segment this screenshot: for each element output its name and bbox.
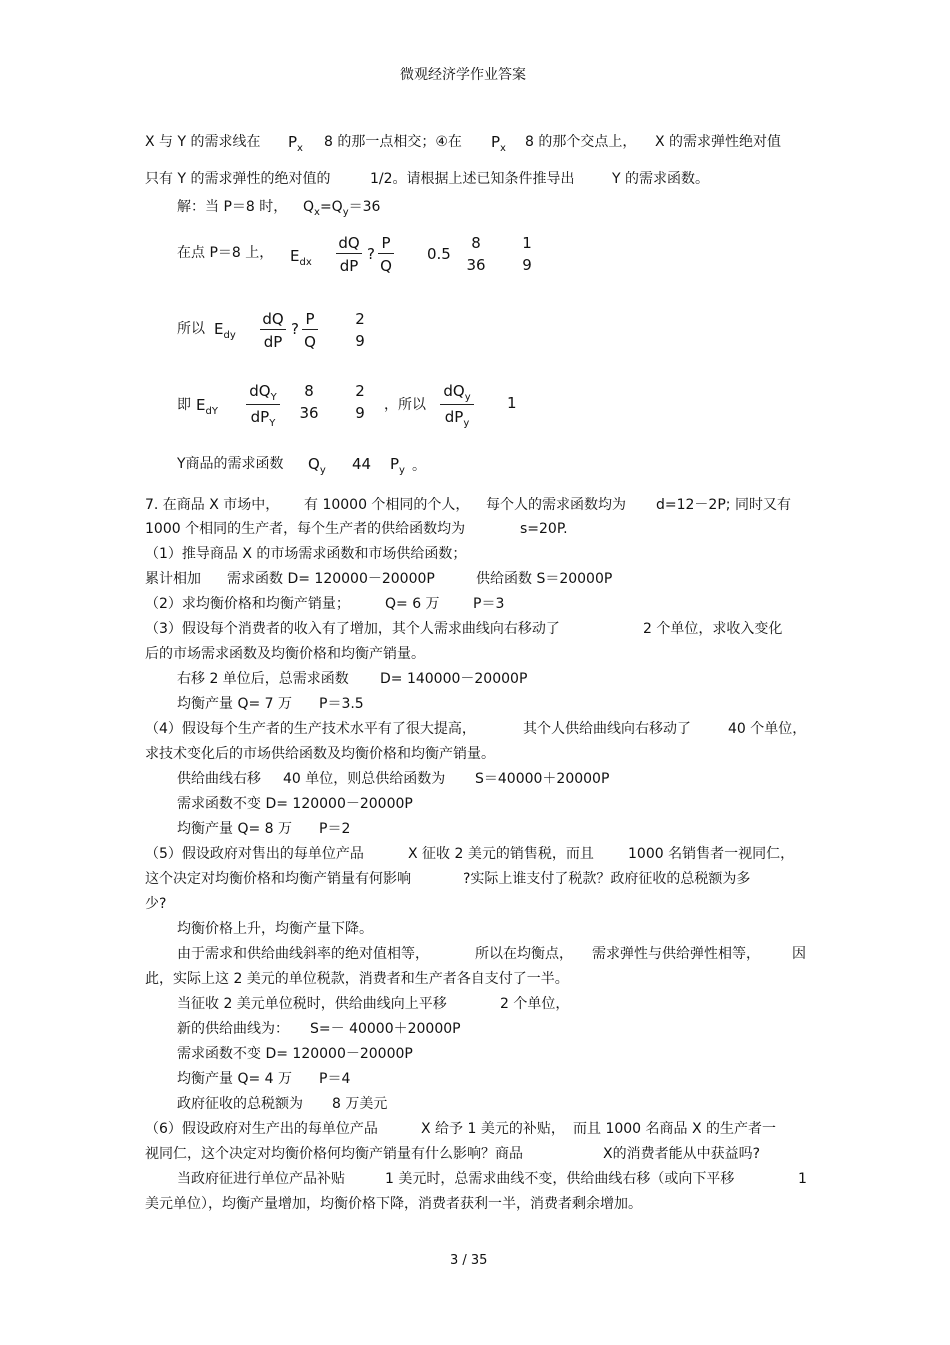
equation-prefix: 即: [177, 397, 191, 413]
text-line: 这个决定对均衡价格和均衡产销量有何影响: [145, 871, 411, 887]
text-line: 需求函数 D= 120000－20000P: [227, 571, 435, 587]
fraction: $dQ_Y$ $dP_Y$: [246, 381, 280, 430]
text-fragment: ，所以: [384, 397, 426, 413]
text-line: S=－ 40000＋20000P: [310, 1021, 461, 1037]
fraction: 2 9: [355, 310, 365, 350]
math-number: 1: [507, 394, 517, 412]
text-line: 视同仁，这个决定对均衡价格何均衡产销量有什么影响？商品: [145, 1146, 523, 1162]
text-line: 累计相加: [145, 571, 201, 587]
text-line: 40 单位，则总供给函数为: [283, 771, 446, 787]
text-line: 只有 Y 的需求弹性的绝对值的: [145, 171, 331, 187]
text-line: （5）假设政府对售出的每单位产品: [145, 846, 364, 862]
text-line: 求技术变化后的市场供给函数及均衡价格和均衡产销量。: [145, 746, 495, 762]
math-expression: $Q_x=Q_y=36$: [303, 199, 381, 218]
text-line: 解：当 P＝8 时，: [177, 199, 288, 215]
text-line: 1/2。请根据上述已知条件推导出: [370, 171, 575, 187]
text-line: 供给曲线右移: [177, 771, 261, 787]
math-symbol: $P_x$: [491, 133, 506, 154]
text-line: （1）推导商品 X 的市场需求函数和市场供给函数；: [145, 546, 467, 562]
fraction: 8 36: [466, 234, 486, 274]
text-line: 有 10000 个相同的个人，: [304, 497, 470, 513]
text-line: 供给函数 S＝20000P: [476, 571, 613, 587]
text-line: S＝40000＋20000P: [475, 771, 610, 787]
text-line: 均衡产量 Q= 7 万: [177, 696, 293, 712]
text-line: Y商品的需求函数: [177, 456, 284, 472]
page-number: 3 / 35: [450, 1253, 488, 1268]
text-line: 新的供给曲线为：: [177, 1021, 289, 1037]
text-line: 均衡价格上升，均衡产量下降。: [177, 921, 373, 937]
fraction: 2 9: [355, 382, 365, 422]
text-line: （6）假设政府对生产出的每单位产品: [145, 1121, 378, 1137]
text-line: Q= 6 万: [385, 596, 440, 612]
text-line: s=20P.: [520, 521, 568, 537]
text-line: 40 个单位，: [728, 721, 807, 737]
text-line: 每个人的需求函数均为: [486, 497, 626, 513]
math-symbol: $P_x$: [288, 133, 303, 154]
text-line: 8 的那一点相交；④在: [324, 134, 462, 150]
text-line: 2 个单位，求收入变化: [643, 621, 783, 637]
text-line: 因: [792, 946, 806, 962]
text-line: 政府征收的总税额为: [177, 1096, 303, 1112]
math-symbol: $E_{dY}$: [196, 396, 218, 417]
math-operator: ?: [291, 320, 299, 338]
text-line: 1 美元时，总需求曲线不变，供给曲线右移（或向下平移: [385, 1171, 735, 1187]
text-line: 少?: [145, 896, 167, 912]
text-line: D= 140000－20000P: [380, 671, 528, 687]
text-line: P＝3.5: [319, 696, 364, 712]
text-line: 1000 名销售者一视同仁，: [628, 846, 795, 862]
text-line: 而且 1000 名商品 X 的生产者一: [573, 1121, 777, 1137]
text-line: X的消费者能从中获益吗?: [603, 1146, 761, 1162]
text-line: 均衡产量 Q= 4 万: [177, 1071, 293, 1087]
math-symbol: $E_{dy}$: [214, 320, 236, 341]
page-header: 微观经济学作业答案: [400, 67, 526, 83]
text-line: P＝2: [319, 821, 351, 837]
text-line: 后的市场需求函数及均衡价格和均衡产销量。: [145, 646, 425, 662]
text-line: 所以在均衡点，: [475, 946, 573, 962]
equation-prefix: 在点 P＝8 上，: [177, 245, 274, 261]
text-line: X 与 Y 的需求线在: [145, 134, 261, 150]
text-line: 右移 2 单位后，总需求函数: [177, 671, 349, 687]
text-line: 1: [798, 1171, 807, 1187]
text-line: X 征收 2 美元的销售税，而且: [408, 846, 594, 862]
text-line: Y 的需求函数。: [612, 171, 710, 187]
text-line: 8 的那个交点上，: [525, 134, 637, 150]
text-line: X 的需求弹性绝对值: [655, 134, 782, 150]
text-line: 其个人供给曲线向右移动了: [523, 721, 691, 737]
fraction: $dQ_y$ $dP_y$: [440, 381, 474, 430]
text-line: 需求函数不变 D= 120000－20000P: [177, 1046, 413, 1062]
fraction: $\frac{dQ}{dP}$: [336, 233, 362, 276]
math-symbol: $P_y$: [390, 455, 405, 476]
text-line: 由于需求和供给曲线斜率的绝对值相等，: [177, 946, 429, 962]
text-line: 需求函数不变 D= 120000－20000P: [177, 796, 413, 812]
math-number: 44: [352, 455, 372, 473]
math-symbol: $E_{dx}$: [290, 247, 312, 268]
text-line: P＝3: [473, 596, 505, 612]
math-number: 0.5: [427, 245, 451, 263]
math-symbol: $Q_y$: [308, 455, 326, 476]
fraction: $\frac{P}{Q}$: [378, 233, 394, 276]
text-fragment: 。: [412, 458, 426, 474]
text-line: （4）假设每个生产者的生产技术水平有了很大提高，: [145, 721, 476, 737]
text-line: d=12－2P; 同时又有: [656, 497, 791, 513]
text-line: 7. 在商品 X 市场中，: [145, 497, 280, 513]
text-line: 8 万美元: [332, 1096, 388, 1112]
text-line: 2 个单位，: [500, 996, 570, 1012]
fraction: 8 36: [299, 382, 319, 422]
text-line: 均衡产量 Q= 8 万: [177, 821, 293, 837]
text-line: 需求弹性与供给弹性相等，: [592, 946, 760, 962]
text-line: 当政府征进行单位产品补贴: [177, 1171, 345, 1187]
equation-prefix: 所以: [177, 321, 205, 337]
fraction: 1 9: [522, 234, 532, 274]
text-line: 当征收 2 美元单位税时，供给曲线向上平移: [177, 996, 447, 1012]
text-line: ?实际上谁支付了税款？政府征收的总税额为多: [463, 871, 751, 887]
text-line: 此，实际上这 2 美元的单位税款，消费者和生产者各自支付了一半。: [145, 971, 569, 987]
fraction: $\frac{dQ}{dP}$: [260, 309, 286, 352]
math-operator: ?: [367, 245, 375, 263]
text-line: （2）求均衡价格和均衡产销量；: [145, 596, 350, 612]
fraction: $\frac{P}{Q}$: [302, 309, 318, 352]
text-line: 1000 个相同的生产者，每个生产者的供给函数均为: [145, 521, 466, 537]
text-line: 美元单位），均衡产量增加，均衡价格下降，消费者获利一半，消费者剩余增加。: [145, 1196, 642, 1212]
text-line: X 给予 1 美元的补贴，: [421, 1121, 565, 1137]
text-line: （3）假设每个消费者的收入有了增加，其个人需求曲线向右移动了: [145, 621, 560, 637]
text-line: P＝4: [319, 1071, 351, 1087]
